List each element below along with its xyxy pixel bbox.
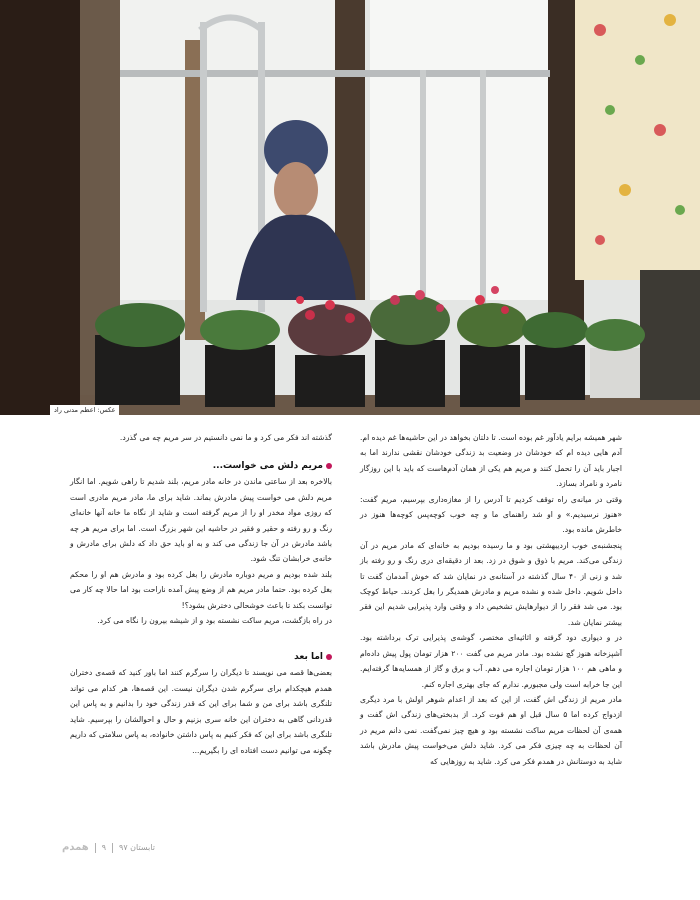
text-column-left [70, 430, 332, 758]
bullet-icon [326, 654, 332, 660]
page-number: ۹ [101, 843, 107, 852]
section-heading-text: اما بعد [294, 652, 323, 663]
paragraph: شهر همیشه برایم یادآور غم بوده است. تا دلتان بخواهد در این حاشیه‌ها غم دیده ام. آدم هایی دیده ام که خودشان در وضعیت بد زندگی خودشان نقشی ندارند اما به اجبار باید آن را تحمل کنند و مریم هم یکی از همان آدم‌هاست که باید با این روزگار نامرد و نامراد بسازد. [360, 433, 622, 489]
bullet-icon [326, 463, 332, 469]
section-heading [70, 459, 332, 474]
cover-photo [0, 0, 700, 415]
paragraph: در و دیواری دود گرفته و اثاثیه‌ای مختصر، گوشه‌ی پذیرایی ترک برداشته بود. آشپزخانه هنوز گچ نشده بود. مادر مریم می گفت ۲۰۰ هزار تومان پول پیش داده‌ام و ماهی هم ۱۰۰ هزار تومان اجاره می دهم. آب و برق و گاز از همسایه‌ها گرفته‌ایم. این جا خرابه است ولی مجبورم. ندارم که جای بهتری اجاره کنم. [360, 633, 623, 689]
paragraph: وقتی در میانه‌ی راه توقف کردیم تا آدرس را از مغازه‌داری بپرسیم، مریم گفت: «هنوز نرسیدیم.» و او شد راهنمای ما و چه خوب کوچه‌پس کوچه‌ها هنوز در خاطرش مانده بود. [360, 494, 622, 535]
section-heading [70, 650, 332, 665]
paragraph: بلند شده بودیم و مریم دوباره مادرش را بغل کرده بود و مادرش هم او را محکم بغل کرده بود. حتما مادر مریم هم از وضع پیش آمده ناراحت بود اما حالا چه کار می توانست بکند تا باعث خوشحالی دخترش بشود؟! [70, 569, 332, 610]
paragraph: بالاخره بعد از ساعتی ماندن در خانه مادر مریم، بلند شدیم تا راهی شویم. اما انگار مریم دلش می خواست پیش مادرش بماند. شاید برای ما، مادر مریم مادری است که روزی مواد مخدر او را از مریم گرفته است و شاید از نگاه ما خانه آنها خانه‌ای رنگ و رو رفته و حقیر و فقیر در حاشیه این شهر بزرگ است. اما برای مریم هر چه باشد مادرش در آن جا زندگی می کند و به او باید حق داد که دلش برای مادرش و خانه‌ی خرابشان تنگ شود. [70, 477, 332, 564]
paragraph: مادر مریم از زندگی اش گفت، از این که بعد از اعدام شوهر اولش با مرد دیگری ازدواج کرده اما ۵ سال قبل او هم فوت کرد. از بدبختی‌های زندگی اش گفت و همه‌ی آن لحظات مریم ساکت نشسته بود و هیچ چیز نمی‌گفت. نمی دانم مریم در آن لحظات به چه چیزی فکر می کرد. شاید دلش می‌خواست پیش مادرش باشد شاید به دوستانش در همدم فکر می کرد. شاید به روزهایی که [360, 694, 622, 766]
page-footer [62, 842, 155, 853]
section-heading-text: مریم دلش می خواست... [212, 461, 323, 472]
issue-season: تابستان ۹۷ [119, 843, 155, 852]
paragraph: پنجشنبه‌ی خوب اردیبهشتی بود و ما رسیده بودیم به خانه‌ای که مادر مریم در آن زندگی می‌کند. مریم با ذوق و شوق در زد. بعد از دقیقه‌ای دری رنگ و رو رفته باز شد و زنی از ۴۰ سال گذشته در آستانه‌ی در نمایان شد که خوش آمدمان گفت تا داخل شویم. داخل شده و نشده مریم و مادرش همدیگر را بغل کردند. حیاط کوچک بود. می شد فقر را از دیوارهایش تشخیص داد و وقتی وارد پذیرایی شدیم این فقر بیشتر نمایان شد. [360, 540, 622, 627]
text-column-right [360, 430, 622, 769]
footer-divider [112, 843, 113, 853]
window-scene-illustration [0, 0, 700, 415]
paragraph: گذشته اند فکر می کرد و ما نمی دانستیم در سر مریم چه می گذرد. [119, 433, 332, 442]
paragraph: بعضی‌ها قصه می نویسند تا دیگران را سرگرم کنند اما باور کنید که قصه‌ی دختران همدم هیچکدام برای سرگرم شدن دیگران نیست. این قصه‌ها، هر کدام می تواند تلنگری باشد برای من و شما برای این که قدر زندگی خود را بدانیم و به پاس این قدردانی گاهی به دختران این خانه سری بزنیم و حال و احوالشان را بپرسیم. شاید تلنگری باشد برای این که فکر کنیم به پاس داشتن خانواده، به پاس سلامتی که داریم چگونه می توانیم دست افتاده ای را بگیریم... [70, 668, 332, 755]
magazine-logo: همدم [62, 842, 89, 853]
footer-divider [95, 843, 96, 853]
paragraph: در راه بازگشت، مریم ساکت نشسته بود و از شیشه بیرون را نگاه می کرد. [97, 616, 332, 626]
photo-credit: عکس: اعظم مدنی راد [50, 405, 119, 415]
